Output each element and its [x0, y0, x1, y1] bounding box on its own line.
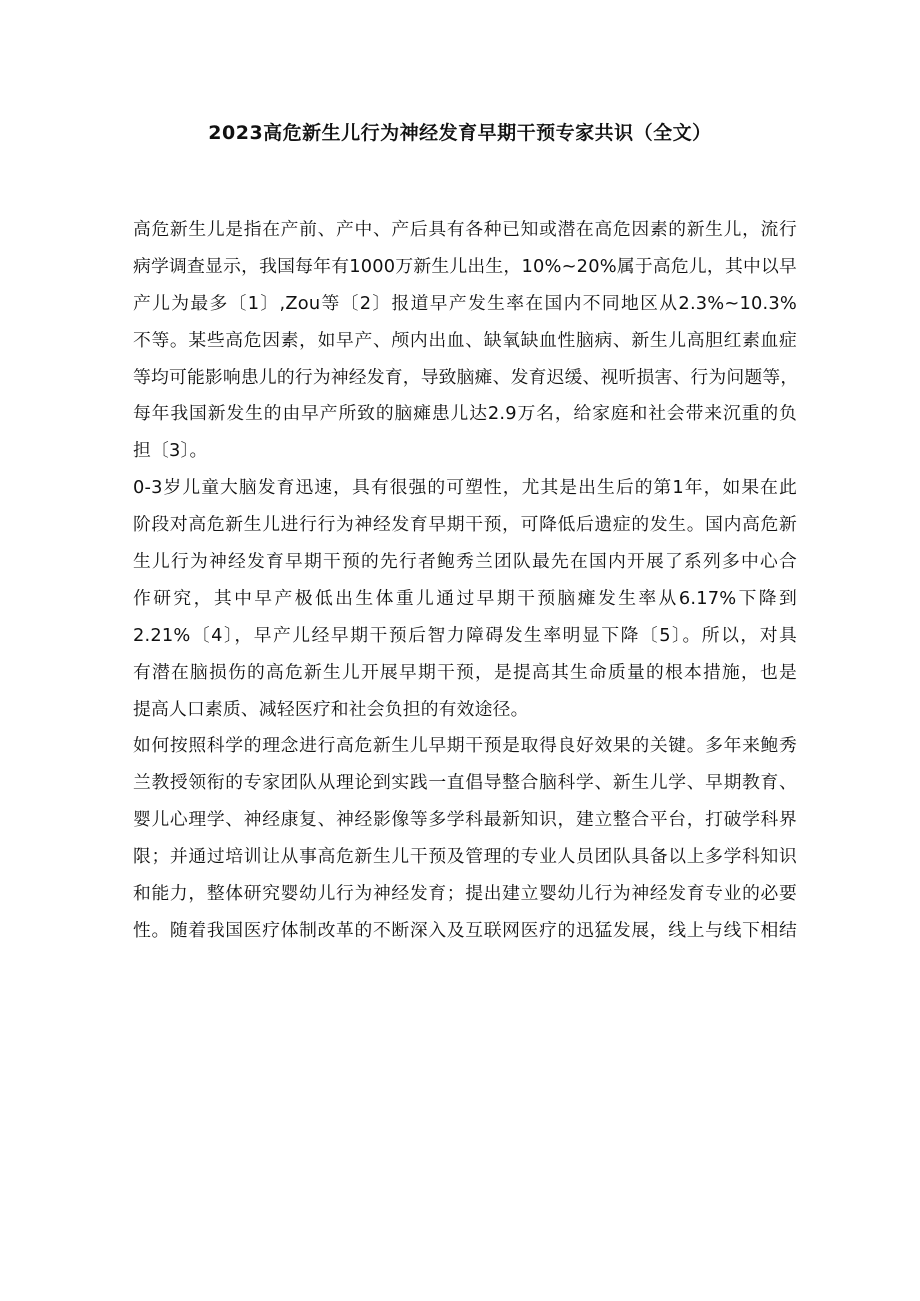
- text-line: 性。随着我国医疗体制改革的不断深入及互联网医疗的迅猛发展，线上与线下相结: [133, 919, 797, 941]
- text-line: 高危新生儿是指在产前、产中、产后具有各种已知或潜在高危因素的新生儿，流行: [133, 219, 797, 240]
- text-line: 2.21%〔4〕，早产儿经早期干预后智力障碍发生率明显下降〔5〕。所以，对具: [133, 624, 797, 646]
- text-line: 婴儿心理学、神经康复、神经影像等多学科最新知识，建立整合平台，打破学科界: [133, 809, 797, 831]
- text-line: 0-3岁儿童大脑发育迅速，具有很强的可塑性，尤其是出生后的第1年，如果在此: [133, 477, 797, 499]
- text-line: 不等。某些高危因素，如早产、颅内出血、缺氧缺血性脑病、新生儿高胆红素血症: [133, 329, 797, 351]
- text-line: 每年我国新发生的由早产所致的脑瘫患儿达2.9万名，给家庭和社会带来沉重的负: [133, 403, 797, 425]
- text-line: 生儿行为神经发育早期干预的先行者鲍秀兰团队最先在国内开展了系列多中心合: [133, 551, 797, 573]
- document-title: 2023高危新生儿行为神经发育早期干预专家共识（全文）: [208, 122, 712, 144]
- text-line: 兰教授领衔的专家团队从理论到实践一直倡导整合脑科学、新生儿学、早期教育、: [133, 772, 797, 794]
- text-line: 担〔3〕。: [133, 440, 208, 462]
- text-line: 限；并通过培训让从事高危新生儿干预及管理的专业人员团队具备以上多学科知识: [133, 846, 797, 868]
- text-line: 病学调查显示，我国每年有1000万新生儿出生，10%~20%属于高危儿，其中以早: [133, 255, 797, 277]
- text-line: 和能力，整体研究婴幼儿行为神经发育；提出建立婴幼儿行为神经发育专业的必要: [133, 883, 797, 905]
- text-line: 阶段对高危新生儿进行行为神经发育早期干预，可降低后遗症的发生。国内高危新: [133, 514, 797, 536]
- text-line: 等均可能影响患儿的行为神经发育，导致脑瘫、发育迟缓、视听损害、行为问题等，: [133, 366, 799, 388]
- document-body: [133, 212, 797, 950]
- text-line: 作研究，其中早产极低出生体重儿通过早期干预脑瘫发生率从6.17%下降到: [133, 587, 797, 609]
- text-line: 提高人口素质、减轻医疗和社会负担的有效途径。: [133, 698, 529, 720]
- text-line: 有潜在脑损伤的高危新生儿开展早期干预，是提高其生命质量的根本措施，也是: [133, 661, 797, 683]
- text-line: 如何按照科学的理念进行高危新生儿早期干预是取得良好效果的关键。多年来鲍秀: [133, 735, 797, 757]
- text-line: 产儿为最多〔1〕,Zou等〔2〕报道早产发生率在国内不同地区从2.3%~10.3%: [133, 292, 797, 314]
